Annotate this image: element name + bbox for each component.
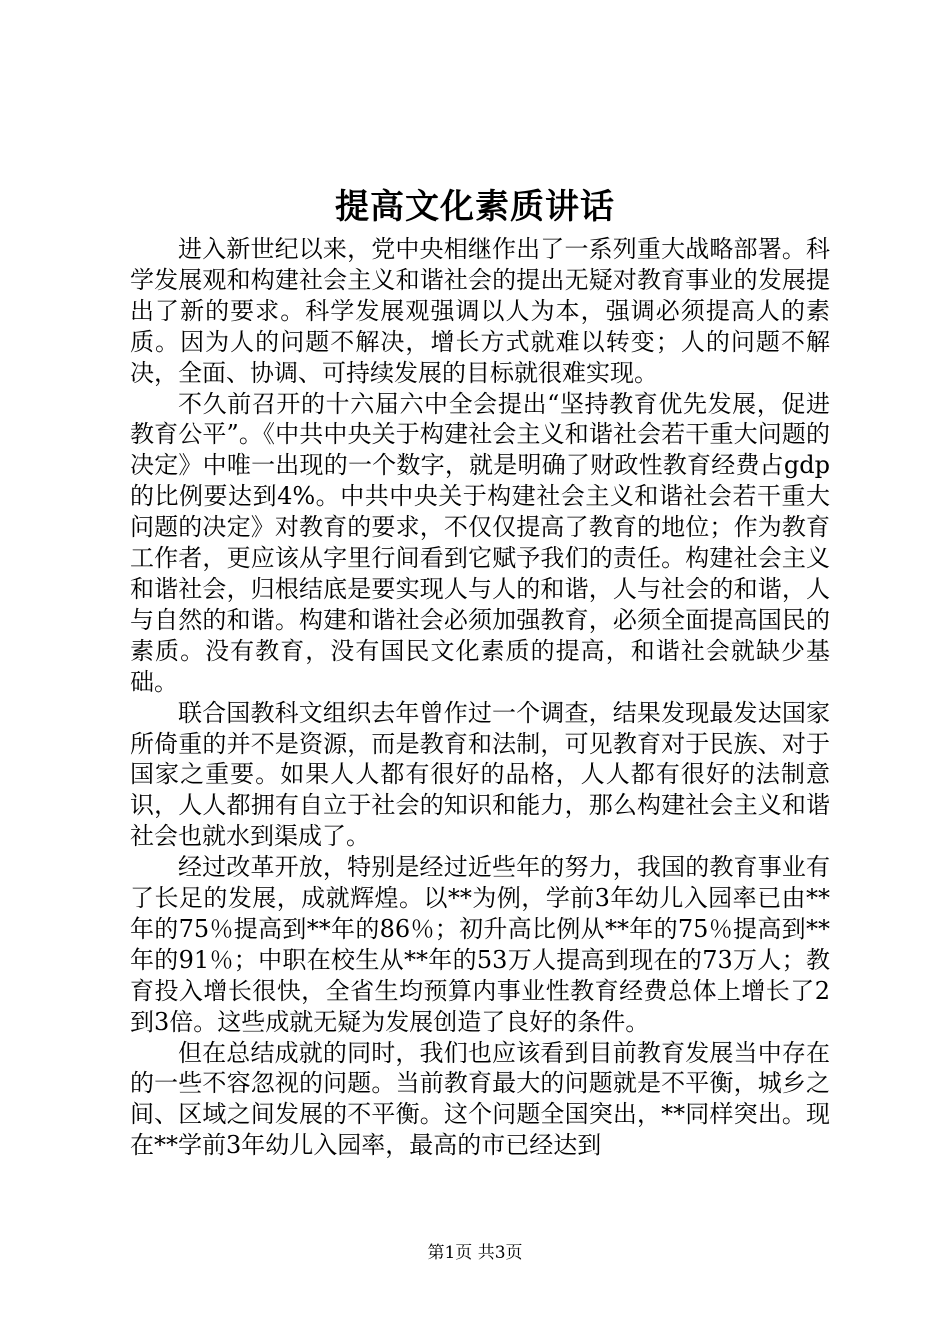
document-body: [130, 234, 830, 1161]
page-footer: 第1页 共3页: [427, 1243, 523, 1263]
paragraph: 但在总结成就的同时，我们也应该看到目前教育发展当中存在的一些不容忽视的问题。当前教育最大的问题就是不平衡，城乡之间、区域之间发展的不平衡。这个问题全国突出，**同样突出。现在**学前3年幼儿入园率，最高的市已经达到: [130, 1038, 830, 1160]
paragraph: 联合国教科文组织去年曾作过一个调查，结果发现最发达国家所倚重的并不是资源，而是教育和法制，可见教育对于民族、对于国家之重要。如果人人都有很好的品格，人人都有很好的法制意识，人人都拥有自立于社会的知识和能力，那么构建社会主义和谐社会也就水到渠成了。: [130, 698, 830, 851]
paragraph: 不久前召开的十六届六中全会提出“坚持教育优先发展，促进教育公平”。《中共中央关于构建社会主义和谐社会若干重大问题的决定》中唯一出现的一个数字，就是明确了财政性教育经费占gdp的比例要达到4%。中共中央关于构建社会主义和谐社会若干重大问题的决定》对教育的要求，不仅仅提高了教育的地位；作为教育工作者，更应该从字里行间看到它赋予我们的责任。构建社会主义和谐社会，归根结底是要实现人与人的和谐，人与社会的和谐，人与自然的和谐。构建和谐社会必须加强教育，必须全面提高国民的素质。没有教育，没有国民文化素质的提高，和谐社会就缺少基础。: [130, 389, 830, 696]
paragraph: 经过改革开放，特别是经过近些年的努力，我国的教育事业有了长足的发展，成就辉煌。以**为例，学前3年幼儿入园率已由**年的75％提高到**年的86％；初升高比例从**年的75％提高到**年的91％；中职在校生从**年的53万人提高到现在的73万人；教育投入增长很快，全省生均预算内事业性教育经费总体上增长了2到3倍。这些成就无疑为发展创造了良好的条件。: [130, 853, 830, 1036]
document-title: 提高文化素质讲话: [335, 187, 615, 227]
paragraph: 进入新世纪以来，党中央相继作出了一系列重大战略部署。科学发展观和构建社会主义和谐社会的提出无疑对教育事业的发展提出了新的要求。科学发展观强调以人为本，强调必须提高人的素质。因为人的问题不解决，增长方式就难以转变；人的问题不解决，全面、协调、可持续发展的目标就很难实现。: [130, 235, 830, 387]
